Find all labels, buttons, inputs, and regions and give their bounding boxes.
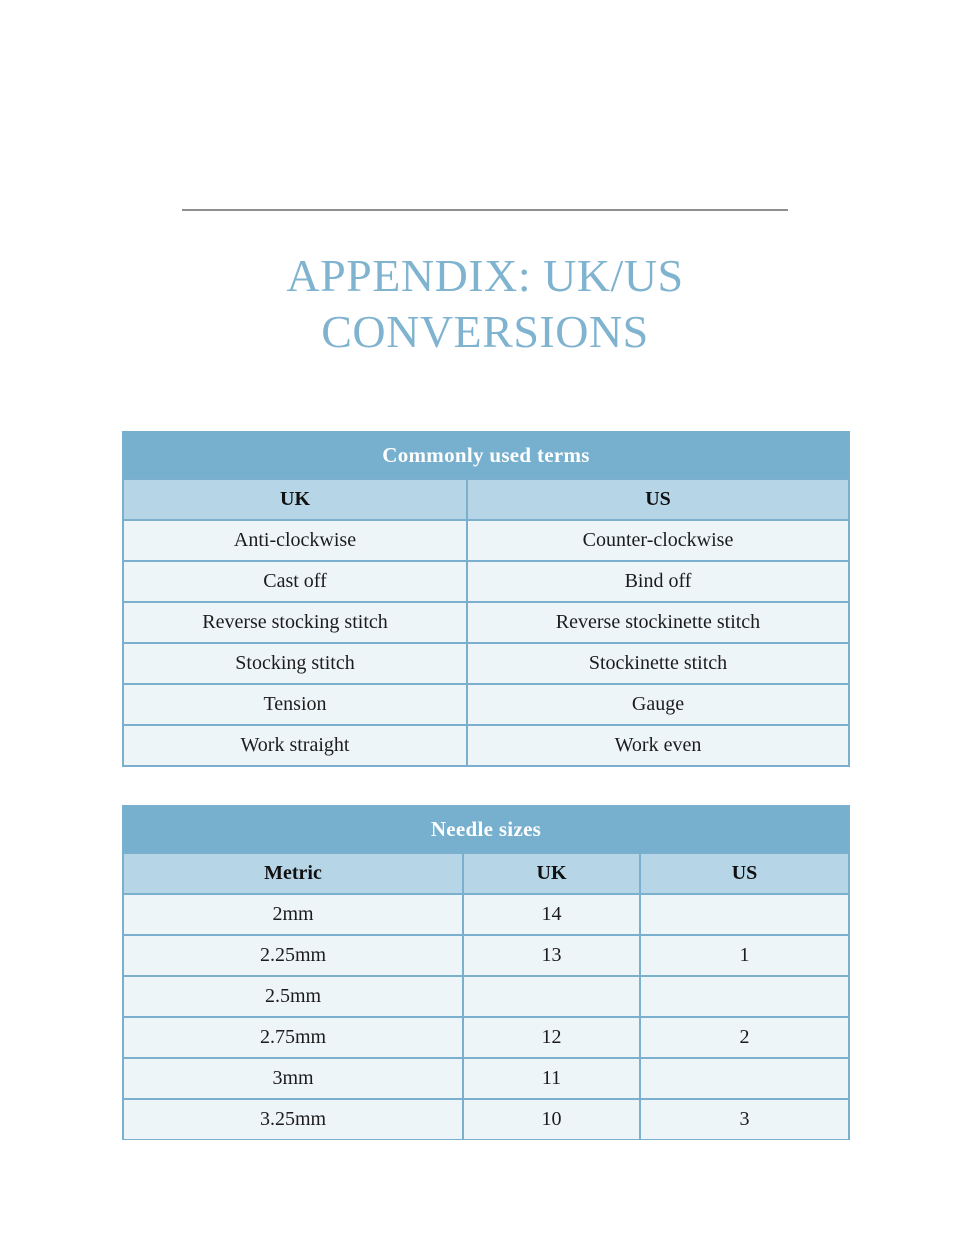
table-header-row [123,479,849,520]
needle-header-uk: UK [463,853,640,894]
terms-cell-uk: Reverse stocking stitch [123,602,467,643]
terms-cell-uk: Cast off [123,561,467,602]
needle-cell-metric: 3.25mm [123,1099,463,1140]
commonly-used-terms-table [122,431,850,767]
table-row [123,935,849,976]
needle-cell-uk: 12 [463,1017,640,1058]
table-row [123,976,849,1017]
table-row [123,520,849,561]
terms-cell-us: Gauge [467,684,849,725]
terms-cell-us: Reverse stockinette stitch [467,602,849,643]
terms-cell-us: Work even [467,725,849,766]
needle-cell-us [640,976,849,1017]
needle-cell-uk: 10 [463,1099,640,1140]
needle-cell-us: 3 [640,1099,849,1140]
needle-header-metric: Metric [123,853,463,894]
needle-cell-metric: 2.5mm [123,976,463,1017]
table-header-row [123,853,849,894]
needle-cell-us: 1 [640,935,849,976]
terms-cell-uk: Anti-clockwise [123,520,467,561]
terms-cell-us: Counter-clockwise [467,520,849,561]
table-row [123,894,849,935]
needle-cell-metric: 2mm [123,894,463,935]
table-row [123,1099,849,1140]
terms-header-uk: UK [123,479,467,520]
page-title-line-1: APPENDIX: UK/US [286,250,684,301]
top-divider-rule [182,209,788,211]
page-title [0,248,970,360]
needle-cell-uk [463,976,640,1017]
needle-cell-metric: 2.25mm [123,935,463,976]
needle-cell-us [640,1058,849,1099]
table-row [123,602,849,643]
needle-header-us: US [640,853,849,894]
table-row [123,561,849,602]
needle-cell-uk: 11 [463,1058,640,1099]
table-row [123,1017,849,1058]
needle-table-caption: Needle sizes [123,806,849,853]
needle-cell-us [640,894,849,935]
terms-cell-us: Bind off [467,561,849,602]
needle-cell-metric: 3mm [123,1058,463,1099]
table-row [123,684,849,725]
table-row [123,643,849,684]
needle-cell-us: 2 [640,1017,849,1058]
terms-cell-us: Stockinette stitch [467,643,849,684]
terms-cell-uk: Tension [123,684,467,725]
table-caption-row [123,432,849,479]
needle-sizes-table [122,805,850,1141]
page-bottom-margin [0,1140,970,1255]
needle-cell-uk: 13 [463,935,640,976]
needle-cell-uk: 14 [463,894,640,935]
terms-cell-uk: Work straight [123,725,467,766]
needle-cell-metric: 2.75mm [123,1017,463,1058]
table-row [123,1058,849,1099]
terms-cell-uk: Stocking stitch [123,643,467,684]
page-title-line-2: CONVERSIONS [321,306,649,357]
terms-table-caption: Commonly used terms [123,432,849,479]
table-caption-row [123,806,849,853]
terms-header-us: US [467,479,849,520]
table-row [123,725,849,766]
